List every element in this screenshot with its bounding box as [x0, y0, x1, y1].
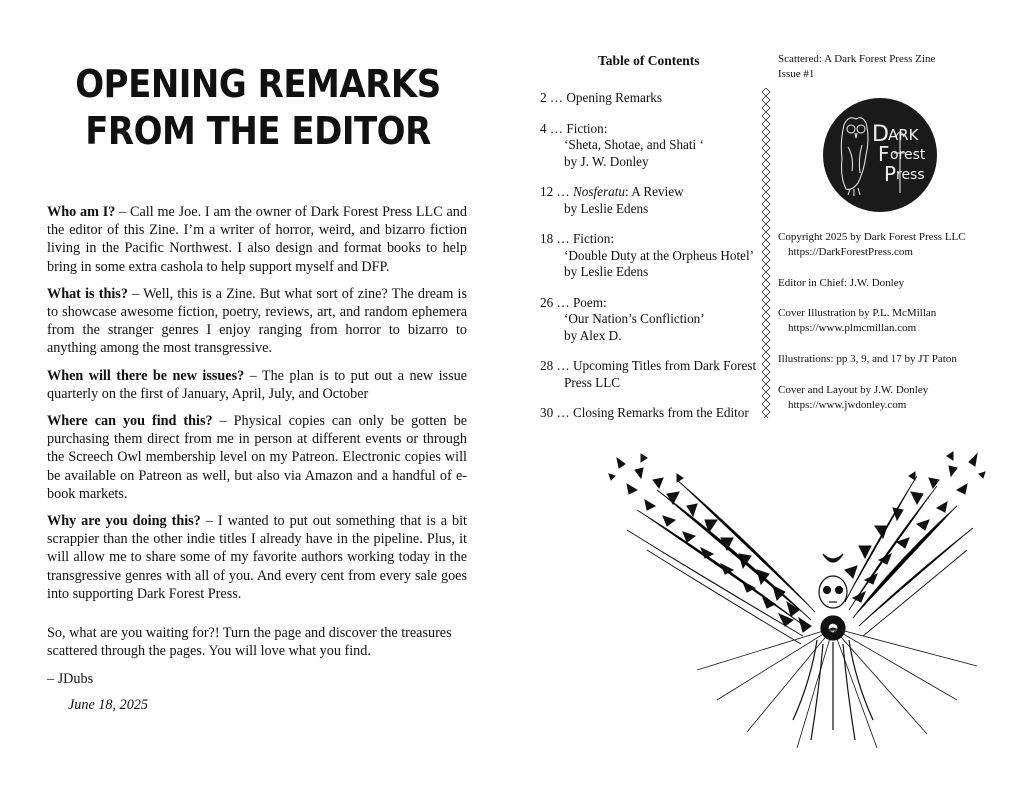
- skull-icon: [819, 576, 847, 608]
- table-of-contents: [540, 90, 760, 436]
- toc-entry: [540, 405, 760, 422]
- cover-illustration-url: https://www.plmcmillan.com: [788, 322, 917, 334]
- toc-entry-italic-title: Nosferatu: [572, 184, 625, 199]
- toc-entry-title: ‘Our Nation’s Confliction’: [564, 311, 705, 326]
- zine-title-block: [778, 52, 1013, 82]
- layout-credit: Cover and Layout by J.W. Donley: [778, 384, 929, 396]
- logo-letter-d: D: [872, 122, 889, 147]
- decorative-divider: [761, 88, 771, 418]
- paragraph-text: – Call me Joe. I am the owner of Dark Forest Press LLC and the editor of this Zine. I’m a writer of horror, weird, and bizarro fiction living in the Pacific Northwest. I also design and format books to help bring in some extra cashola to help support myself and DFP.: [47, 204, 467, 275]
- logo-word-press: ress: [896, 167, 925, 183]
- illustrations-credit: Illustrations: pp 3, 9, and 17 by JT Paton: [778, 353, 957, 365]
- paragraph-lead: What is this?: [47, 285, 128, 302]
- paragraph-who: [47, 203, 467, 276]
- toc-entry-page: 12 …: [540, 184, 573, 199]
- paragraph-what: [47, 285, 467, 358]
- paragraph-lead: Where can you find this?: [47, 413, 213, 430]
- toc-entry-author: by Leslie Edens: [564, 200, 649, 216]
- closing-paragraph: [47, 624, 467, 669]
- toc-entry-author: by Leslie Edens: [564, 264, 649, 279]
- copyright: Copyright 2025 by Dark Forest Press LLC: [778, 231, 966, 243]
- toc-entry-line: 4 … Fiction:: [540, 120, 608, 136]
- closing-text: So, what are you waiting for?! Turn the page and discover the treasures scattered through the pages. You will love what you find.: [47, 625, 452, 660]
- toc-entry-author: by J. W. Donley: [564, 153, 649, 169]
- editor-intro: [47, 203, 467, 612]
- zine-title: Scattered: A Dark Forest Press Zine: [778, 53, 936, 65]
- logo-letter-p: P: [884, 162, 897, 186]
- toc-entry-line: 28 … Upcoming Titles from Dark Forest: [540, 358, 757, 373]
- radiating-lines: [697, 628, 977, 748]
- paragraph-when: [47, 367, 467, 403]
- paragraph-text: – The plan is to put out a new issue quarterly on the first of January, April, July, and October: [47, 367, 467, 402]
- toc-entry-title: ‘Sheta, Shotae, and Shati ‘: [564, 137, 704, 152]
- page-title: [60, 61, 456, 155]
- left-wing: [609, 454, 811, 632]
- page-title-line-2: FROM THE EDITOR: [85, 109, 431, 154]
- toc-entry-line: 30 … Closing Remarks from the Editor: [540, 405, 749, 420]
- paragraph-lead: Who am I?: [47, 204, 116, 220]
- toc-title: Table of Contents: [598, 53, 700, 68]
- right-page: [512, 0, 1024, 792]
- logo-letter-f: F: [878, 142, 890, 166]
- paragraph-lead: Why are you doing this?: [47, 513, 201, 530]
- toc-entry: [540, 295, 760, 345]
- copyright-url: https://DarkForestPress.com: [788, 246, 913, 258]
- signature: – JDubs: [47, 671, 94, 687]
- toc-entry-line: 18 … Fiction:: [540, 231, 614, 246]
- paragraph-where: [47, 412, 467, 503]
- crescent-moon-icon: [823, 554, 843, 562]
- copyright-block: [778, 230, 1013, 260]
- toc-entry: [540, 90, 760, 107]
- winged-skull-illustration: [597, 450, 997, 750]
- dark-forest-press-logo: [822, 97, 938, 213]
- layout-url: https://www.jwdonley.com: [788, 399, 907, 411]
- logo-word-forest: orest: [890, 147, 926, 163]
- paragraph-why: [47, 512, 467, 603]
- toc-entry: [540, 121, 760, 171]
- logo-word-dark: ARK: [888, 126, 919, 144]
- toc-entry: [540, 358, 760, 391]
- paragraph-lead: When will there be new issues?: [47, 367, 245, 384]
- toc-entry-line: 2 … Opening Remarks: [540, 90, 662, 105]
- paragraph-text: – Well, this is a Zine. But what sort of zine? The dream is to showcase awesome fiction, poetry, reviews, art, and random ephemera from the stranger genres I enjoy ranging from horror to bizarro to anything among the most transgressive.: [47, 285, 468, 357]
- paragraph-text: – Physical copies can only be gotten be purchasing them direct from me in person at different events or through the Screech Owl membership level on my Patreon. Electronic copies will be available on Patreon as well, but also via Amazon and a handful of e-book markets.: [47, 413, 467, 502]
- toc-entry-title: ‘Double Duty at the Orpheus Hotel’: [564, 247, 755, 263]
- layout-block: [778, 383, 1013, 413]
- toc-entry-line: [540, 184, 760, 201]
- cover-illustration-block: [778, 306, 1013, 336]
- toc-entry-suffix: : A Review: [625, 184, 684, 199]
- toc-entry-line: 26 … Poem:: [540, 294, 607, 310]
- editor-credit: Editor in Chief: J.W. Donley: [778, 277, 905, 289]
- toc-entry: [540, 231, 760, 281]
- toc-entry: [540, 184, 760, 217]
- toc-entry-author: by Alex D.: [564, 327, 622, 343]
- paragraph-text: – I wanted to put out something that is a bit scrappier than the other indie titles I already have in the pipeline. Plus, it will allow me to share some of my favorite authors working today in the transgressive genres with all of you. And every cent from every sale goes into supporting Dark Forest Press.: [47, 513, 467, 602]
- right-wing: [845, 452, 985, 602]
- page-title-line-1: OPENING REMARKS: [75, 62, 441, 107]
- toc-entry-continued: Press LLC: [564, 374, 621, 390]
- cover-illustration-credit: Cover Illustration by P.L. McMillan: [778, 307, 937, 319]
- date: June 18, 2025: [68, 697, 148, 713]
- issue-number: Issue #1: [778, 68, 815, 80]
